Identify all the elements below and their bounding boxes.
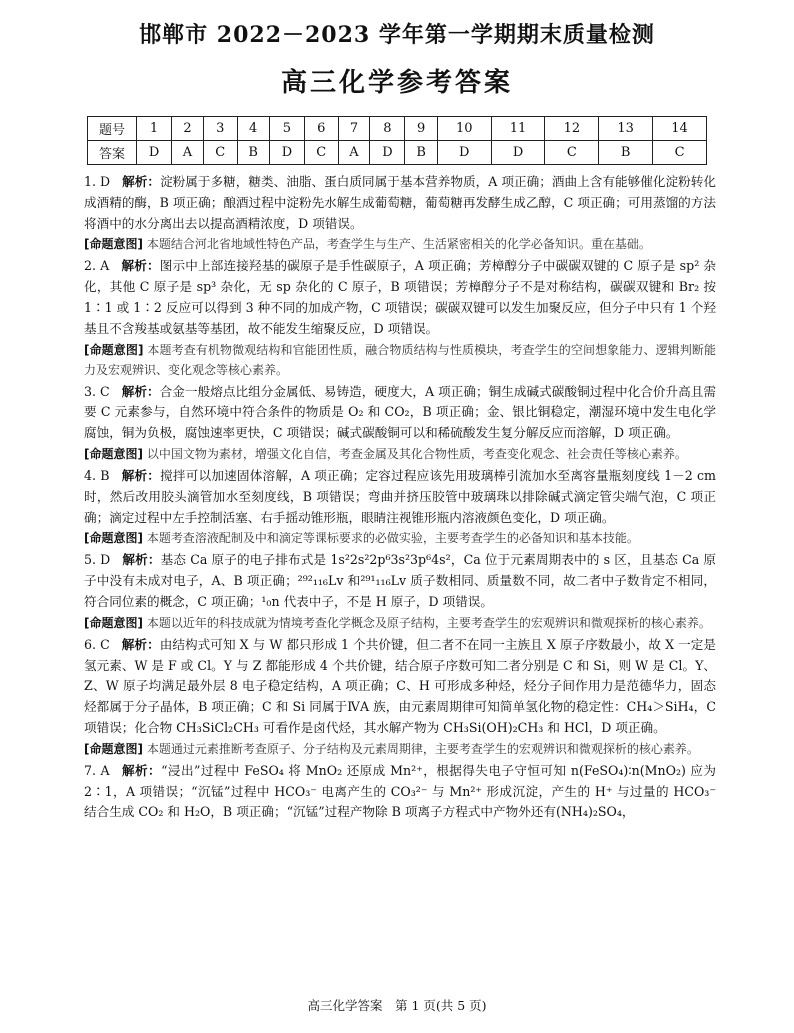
question-number-cell: 14 [653,117,707,141]
question-answer: 4. B [84,467,110,483]
explanation-text [84,761,716,823]
explanation-item [84,172,716,254]
question-number-cell: 13 [599,117,653,141]
explanations [84,172,716,825]
page-footer: 高三化学答案 第 1 页(共 5 页) [307,998,487,1013]
intent-body: 本题结合河北省地域性特色产品，考查学生与生产、生活紧密相关的化学必备知识。重在基础。 [146,237,651,252]
question-number-cell: 12 [545,117,599,141]
answer-cell: B [237,141,269,165]
answer-cell: A [172,141,204,165]
explanation-text [84,172,716,234]
answer-cell: D [370,141,405,165]
answer-cell: D [437,141,491,165]
answer-cell: B [405,141,437,165]
explanation-item [84,466,716,548]
intent-note [84,528,716,548]
explanation-text [84,256,716,339]
row-label-answer: 答案 [88,141,137,165]
answer-cell: D [491,141,545,165]
intent-body: 以中国文物为素材，增强文化自信，考查金属及其化合物性质，考查变化观念、社会责任等核心素养。 [146,446,687,461]
explanation-text [84,635,716,739]
intent-body: 本题通过元素推断考查原子、分子结构及元素周期律，主要考查学生的宏观辨识和微观探析的核心素养。 [146,741,699,756]
intent-tag: [命题意图] [84,615,143,630]
question-number-cell: 5 [269,117,304,141]
question-number-cell: 8 [370,117,405,141]
question-answer: 5. D [84,552,111,568]
question-number-cell: 10 [437,117,491,141]
question-number-cell: 1 [137,117,172,141]
answer-cell: C [653,141,707,165]
explanation-text [84,550,716,612]
explanation-text [84,466,716,528]
analysis-label: 解析： [121,762,162,778]
answer-cell: C [203,141,237,165]
analysis-label: 解析： [122,552,161,568]
question-number-cell: 4 [237,117,269,141]
question-number-cell: 3 [203,117,237,141]
answer-cell: A [338,141,370,165]
answer-table-answer-row [88,141,707,165]
intent-tag: [命题意图] [84,531,143,546]
intent-note [84,340,716,380]
intent-note [84,234,716,254]
analysis-label: 解析： [121,383,160,399]
question-number-cell: 2 [172,117,204,141]
analysis-body: “浸出”过程中 FeSO₄ 将 MnO₂ 还原成 Mn²⁺，根据得失电子守恒可知 n(FeSO₄)∶n(MnO₂) 应为 2∶1，A 项错误；“沉锰”过程中 HCO₃⁻ 电离产生的 CO₃²⁻ 与 Mn²⁺ 形成沉淀，产生的 H⁺ 与过量的 HCO₃⁻ 结合生成 CO₂ 和 H₂O，B 项正确；“沉锰”过程产物除 B 项离子方程式中产物外还有(NH₄)₂SO₄， [84,762,717,820]
question-answer: 2. A [84,258,110,274]
question-number-cell: 6 [304,117,338,141]
explanation-item [84,761,716,823]
explanation-text [84,382,716,444]
intent-body: 本题以近年的科技成就为情境考查化学概念及原子结构，主要考查学生的宏观辨识和微观探析的核心素养。 [146,615,711,630]
explanation-item [84,256,716,379]
question-answer: 7. A [84,762,110,778]
question-number-cell: 7 [338,117,370,141]
answer-cell: B [599,141,653,165]
question-answer: 3. C [84,383,110,399]
question-number-cell: 11 [491,117,545,141]
analysis-body: 搅拌可以加速固体溶解，A 项正确；定容过程应该先用玻璃棒引流加水至离容量瓶刻度线 1－2 cm 时，然后改用胶头滴管加水至刻度线，B 项错误；弯曲并挤压胶管中玻璃珠以排除碱式滴定管尖端气泡，C 项正确；滴定过程中左手控制活塞、右手摇动锥形瓶，眼睛注视锥形瓶内溶液颜色变化，D 项正确。 [84,467,716,525]
answer-table-number-row [88,117,707,141]
intent-note [84,613,716,633]
answer-cell: D [269,141,304,165]
intent-body: 本题考查有机物微观结构和官能团性质，融合物质结构与性质模块，考查学生的空间想象能力、逻辑判断能力及宏观辨识、变化观念等核心素养。 [84,342,716,377]
intent-tag: [命题意图] [84,237,143,252]
analysis-body: 由结构式可知 X 与 W 都只形成 1 个共价键，但二者不在同一主族且 X 原子序数最小，故 X 一定是氢元素、W 是 F 或 Cl。Y 与 Z 都能形成 4 个共价键，结合原子序数可知二者分别是 C 和 Si，则 W 是 Cl。Y、Z、W 原子均满足最外层 8 电子稳定结构，A 项正确；C、H 可形成多种烃，烃分子间作用力是范德华力，固态烃都属于分子晶体，B 项正确；C 和 Si 同属于ⅣA 族，由元素周期律可知简单氢化物的稳定性：CH₄＞SiH₄，C 项错误；化合物 CH₃SiCl₂CH₃ 可看作是卤代烃，其水解产物为 CH₃Si(OH)₂CH₃ 和 HCl，D 项正确。 [84,636,717,735]
question-answer: 1. D [84,174,111,189]
document-title: 邯郸市 2022－2023 学年第一学期期末质量检测 [139,22,655,48]
explanation-item [84,635,716,759]
question-number-cell: 9 [405,117,437,141]
analysis-body: 合金一般熔点比组分金属低、易铸造，硬度大，A 项正确；铜生成碱式碳酸铜过程中化合价升高且需要 C 元素参与，自然环境中符合条件的物质是 O₂ 和 CO₂，B 项正确；金、银比铜稳定，潮湿环境中发生电化学腐蚀，铜为负极，腐蚀速率更快，C 项错误；碱式碳酸铜可以和稀硫酸发生复分解反应而溶解，D 项正确。 [84,383,717,441]
analysis-body: 基态 Ca 原子的电子排布式是 1s²2s²2p⁶3s²3p⁶4s²，Ca 位于元素周期表中的 s 区，且基态 Ca 原子中没有未成对电子，A、B 项正确；²⁹²₁₁₆Lv 和²⁹¹₁₁₆Lv 质子数相同、质量数不同，故二者中子数肯定不相同，符合同位素的概念，C 项正确；¹₀n 代表中子，不是 H 原子，D 项错误。 [84,552,717,609]
question-answer: 6. C [84,636,110,652]
intent-tag: [命题意图] [84,446,143,461]
analysis-label: 解析： [121,636,160,652]
row-label-number: 题号 [88,117,137,141]
answer-cell: D [137,141,172,165]
explanation-item [84,550,716,632]
intent-tag: [命题意图] [84,342,144,357]
intent-note [84,739,716,759]
analysis-label: 解析： [121,258,160,274]
answer-table [87,116,707,165]
analysis-label: 解析： [122,174,161,189]
answer-cell: C [304,141,338,165]
intent-note [84,444,716,464]
answer-cell: C [545,141,599,165]
analysis-label: 解析： [121,467,161,483]
intent-tag: [命题意图] [84,741,143,756]
intent-body: 本题考查溶液配制及中和滴定等课标要求的必做实验，主要考查学生的必备知识和基本技能。 [146,531,639,546]
analysis-body: 图示中上部连接羟基的碳原子是手性碳原子，A 项正确；芳樟醇分子中碳碳双键的 C 原子是 sp² 杂化，其他 C 原子是 sp³ 杂化，无 sp 杂化的 C 原子，B 项错误；芳樟醇分子不是对称结构，碳碳双键和 Br₂ 按 1∶1 或 1∶2 反应可以得到 3 种不同的加成产物，C 项错误；碳碳双键可以发生加聚反应，但分子中只有 1 个羟基且不含羧基或氨基等基团，故不能发生缩聚反应，D 项错误。 [84,258,716,336]
explanation-item [84,382,716,464]
document-subtitle: 高三化学参考答案 [280,68,513,98]
analysis-body: 淀粉属于多糖，糖类、油脂、蛋白质同属于基本营养物质，A 项正确；酒曲上含有能够催化淀粉转化成酒精的酶，B 项正确；酿酒过程中淀粉先水解生成葡萄糖，葡萄糖再发酵生成乙醇，C 项正确；可用蒸馏的方法将酒中的水分离出去以提高酒精浓度，D 项错误。 [84,174,716,231]
